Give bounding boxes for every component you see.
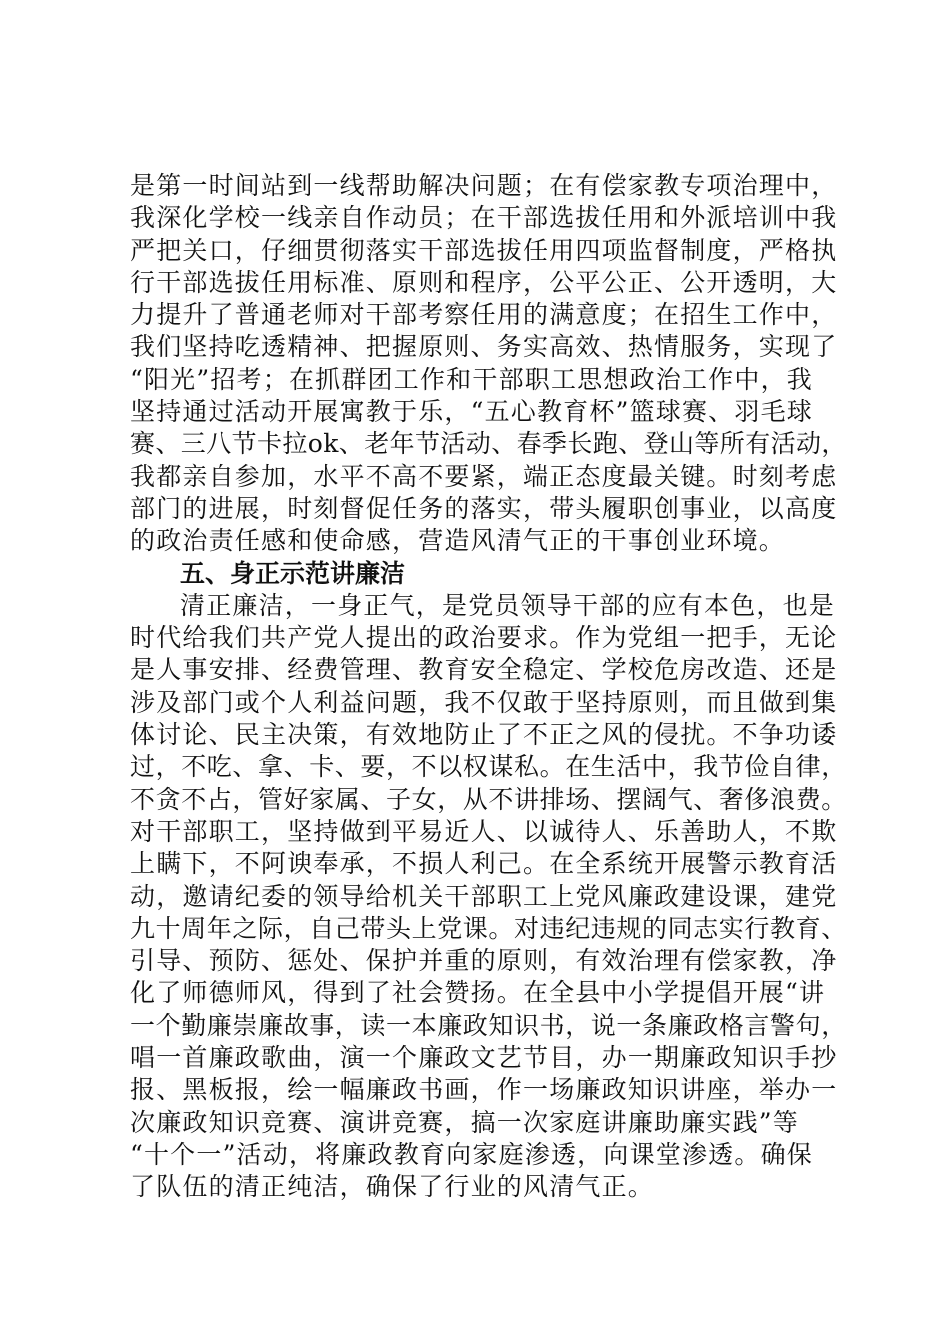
paragraph-integrity — [130, 590, 850, 1204]
text-line: 报、黑板报，绘一幅廉政书画，作一场廉政知识讲座，举办一 — [130, 1075, 838, 1105]
text-line: 是第一时间站到一线帮助解决问题；在有偿家教专项治理中， — [130, 171, 838, 200]
text-line: 时代给我们共产党人提出的政治要求。作为党组一把手，无论 — [130, 623, 838, 653]
text-line: 过，不吃、拿、卡、要，不以权谋私。在生活中，我节俭自律， — [130, 752, 847, 782]
text-line: 赛、三八节卡拉ok、老年节活动、春季长跑、登山等所有活动， — [130, 429, 847, 459]
text-line: 清正廉洁，一身正气，是党员领导干部的应有本色，也是 — [180, 590, 836, 620]
text-line: 上瞒下，不阿谀奉承，不损人利己。在全系统开展警示教育活 — [130, 849, 838, 879]
text-line: 是人事安排、经费管理、教育安全稳定、学校危房改造、还是 — [130, 655, 838, 685]
text-line: “十个一”活动，将廉政教育向家庭渗透，向课堂渗透。确保 — [130, 1139, 813, 1169]
text-line: 了队伍的清正纯洁，确保了行业的风清气正。 — [130, 1172, 655, 1202]
text-line: 化了师德师风，得到了社会赞扬。在全县中小学提倡开展“讲 — [130, 978, 826, 1008]
text-line: 引导、预防、惩处、保护并重的原则，有效治理有偿家教，净 — [130, 946, 838, 976]
text-line: “阳光”招考；在抓群团工作和干部职工思想政治工作中，我 — [130, 364, 813, 394]
text-line: 我们坚持吃透精神、把握原则、务实高效、热情服务，实现了 — [130, 332, 838, 362]
text-line: 坚持通过活动开展寓教于乐，“五心教育杯”篮球赛、羽毛球 — [130, 397, 813, 427]
text-line: 动，邀请纪委的领导给机关干部职工上党风廉政建设课，建党 — [130, 881, 838, 911]
section-heading: 五、身正示范讲廉洁 — [180, 558, 406, 588]
text-line: 行干部选拔任用标准、原则和程序，公平公正、公开透明，大 — [130, 267, 838, 297]
text-line: 一个勤廉崇廉故事，读一本廉政知识书，说一条廉政格言警句， — [130, 1010, 847, 1040]
text-line: 我都亲自参加，水平不高不要紧，端正态度最关键。时刻考虑 — [130, 461, 838, 491]
text-line: 我深化学校一线亲自作动员；在干部选拔任用和外派培训中我 — [130, 203, 838, 233]
text-line: 对干部职工，坚持做到平易近人、以诚待人、乐善助人，不欺 — [130, 816, 838, 846]
text-line: 涉及部门或个人利益问题，我不仅敢于坚持原则，而且做到集 — [130, 687, 838, 717]
text-line: 严把关口，仔细贯彻落实干部选拔任用四项监督制度，严格执 — [130, 235, 838, 265]
text-line: 部门的进展，时刻督促任务的落实，带头履职创事业，以高度 — [130, 493, 838, 523]
text-line: 九十周年之际，自己带头上党课。对违纪违规的同志实行教育、 — [130, 913, 847, 943]
document-body — [130, 170, 850, 1204]
text-line: 的政治责任感和使命感，营造风清气正的干事创业环境。 — [130, 526, 786, 556]
text-line: 唱一首廉政歌曲，演一个廉政文艺节目，办一期廉政知识手抄 — [130, 1043, 838, 1073]
text-line: 体讨论、民主决策，有效地防止了不正之风的侵扰。不争功诿 — [130, 720, 838, 750]
text-line: 次廉政知识竞赛、演讲竞赛，搞一次家庭讲廉助廉实践”等 — [130, 1107, 799, 1137]
text-line: 力提升了普通老师对干部考察任用的满意度；在招生工作中， — [130, 300, 838, 330]
text-line: 不贪不占，管好家属、子女，从不讲排场、摆阔气、奢侈浪费。 — [130, 784, 847, 814]
paragraph-continuation — [130, 170, 850, 558]
